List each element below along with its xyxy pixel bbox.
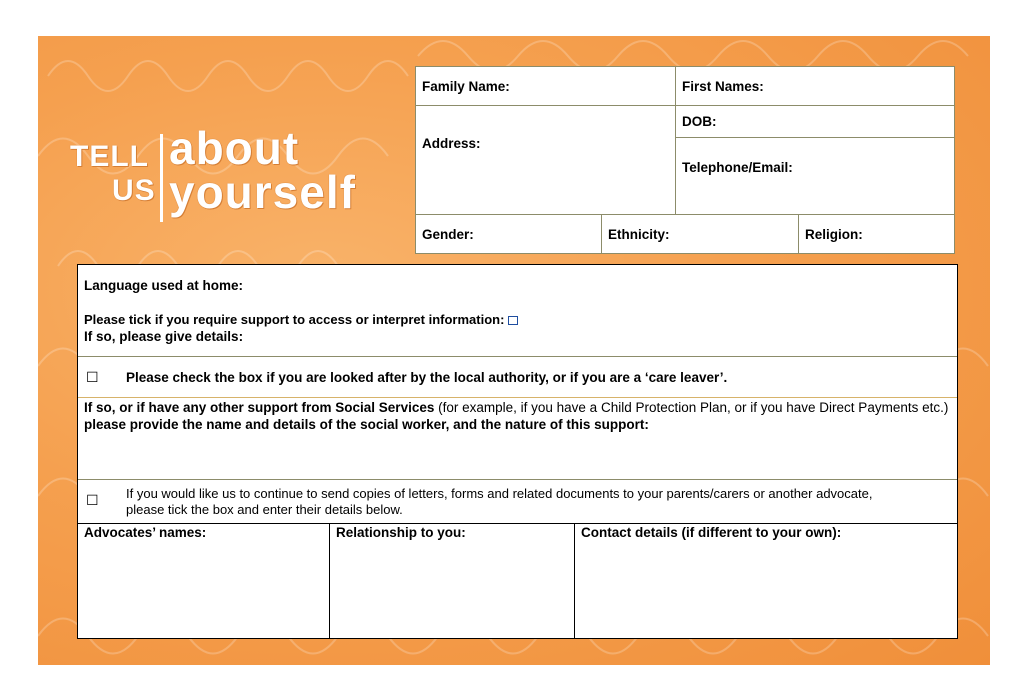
support-checkbox[interactable] [508,316,518,325]
ethnicity-field[interactable]: Ethnicity: [608,227,670,242]
section-divider [78,397,957,398]
logo-divider [160,134,163,222]
relationship-field[interactable]: Relationship to you: [336,525,466,540]
address-field[interactable]: Address: [422,136,481,151]
grid-line [676,137,954,138]
language-field[interactable]: Language used at home: [84,278,244,293]
care-label: Please check the box if you are looked after by the local authority, or if you are a ‘care leaver’. [126,370,728,385]
section-divider [78,356,957,357]
advocate-checkbox[interactable]: ☐ [86,492,99,508]
advocate-line-1: If you would like us to continue to send copies of letters, forms and related documents to your parents/carers or another advocate, [126,486,873,501]
social-services-normal: (for example, if you have a Child Protection Plan, or if you have Direct Payments etc.) [434,400,949,415]
grid-line [601,214,602,253]
logo-yourself: yourself [169,166,356,218]
column-divider [574,523,575,638]
main-form-panel [77,264,958,639]
column-divider [329,523,330,638]
dob-field[interactable]: DOB: [682,114,717,129]
social-services-text[interactable] [84,399,952,433]
religion-field[interactable]: Religion: [805,227,863,242]
advocate-prompt [126,486,956,518]
social-services-bold-2: please provide the name and details of the social worker, and the nature of this support: [84,417,649,432]
grid-line [416,214,954,215]
grid-line [675,67,676,214]
grid-line [798,214,799,253]
logo-about: about [169,122,300,174]
advocates-names-field[interactable]: Advocates’ names: [84,525,207,540]
section-divider [78,479,957,480]
social-services-bold-1: If so, or if have any other support from Social Services [84,400,435,415]
logo-tell: TELL [70,140,149,173]
family-name-field[interactable]: Family Name: [422,79,510,94]
grid-line [416,105,954,106]
gender-field[interactable]: Gender: [422,227,474,242]
advocate-line-2: please tick the box and enter their details below. [126,502,403,517]
section-divider [78,523,957,524]
contact-details-field[interactable]: Contact details (if different to your own): [581,525,842,540]
first-names-field[interactable]: First Names: [682,79,764,94]
support-prompt-row [84,311,518,328]
tell-us-about-yourself-logo [68,122,408,232]
telephone-email-field[interactable]: Telephone/Email: [682,160,793,175]
logo-us: US [112,174,156,207]
support-prompt: Please tick if you require support to access or interpret information: [84,312,505,327]
personal-details-grid [415,66,955,254]
care-checkbox[interactable]: ☐ [86,369,99,385]
details-field[interactable]: If so, please give details: [84,329,244,344]
